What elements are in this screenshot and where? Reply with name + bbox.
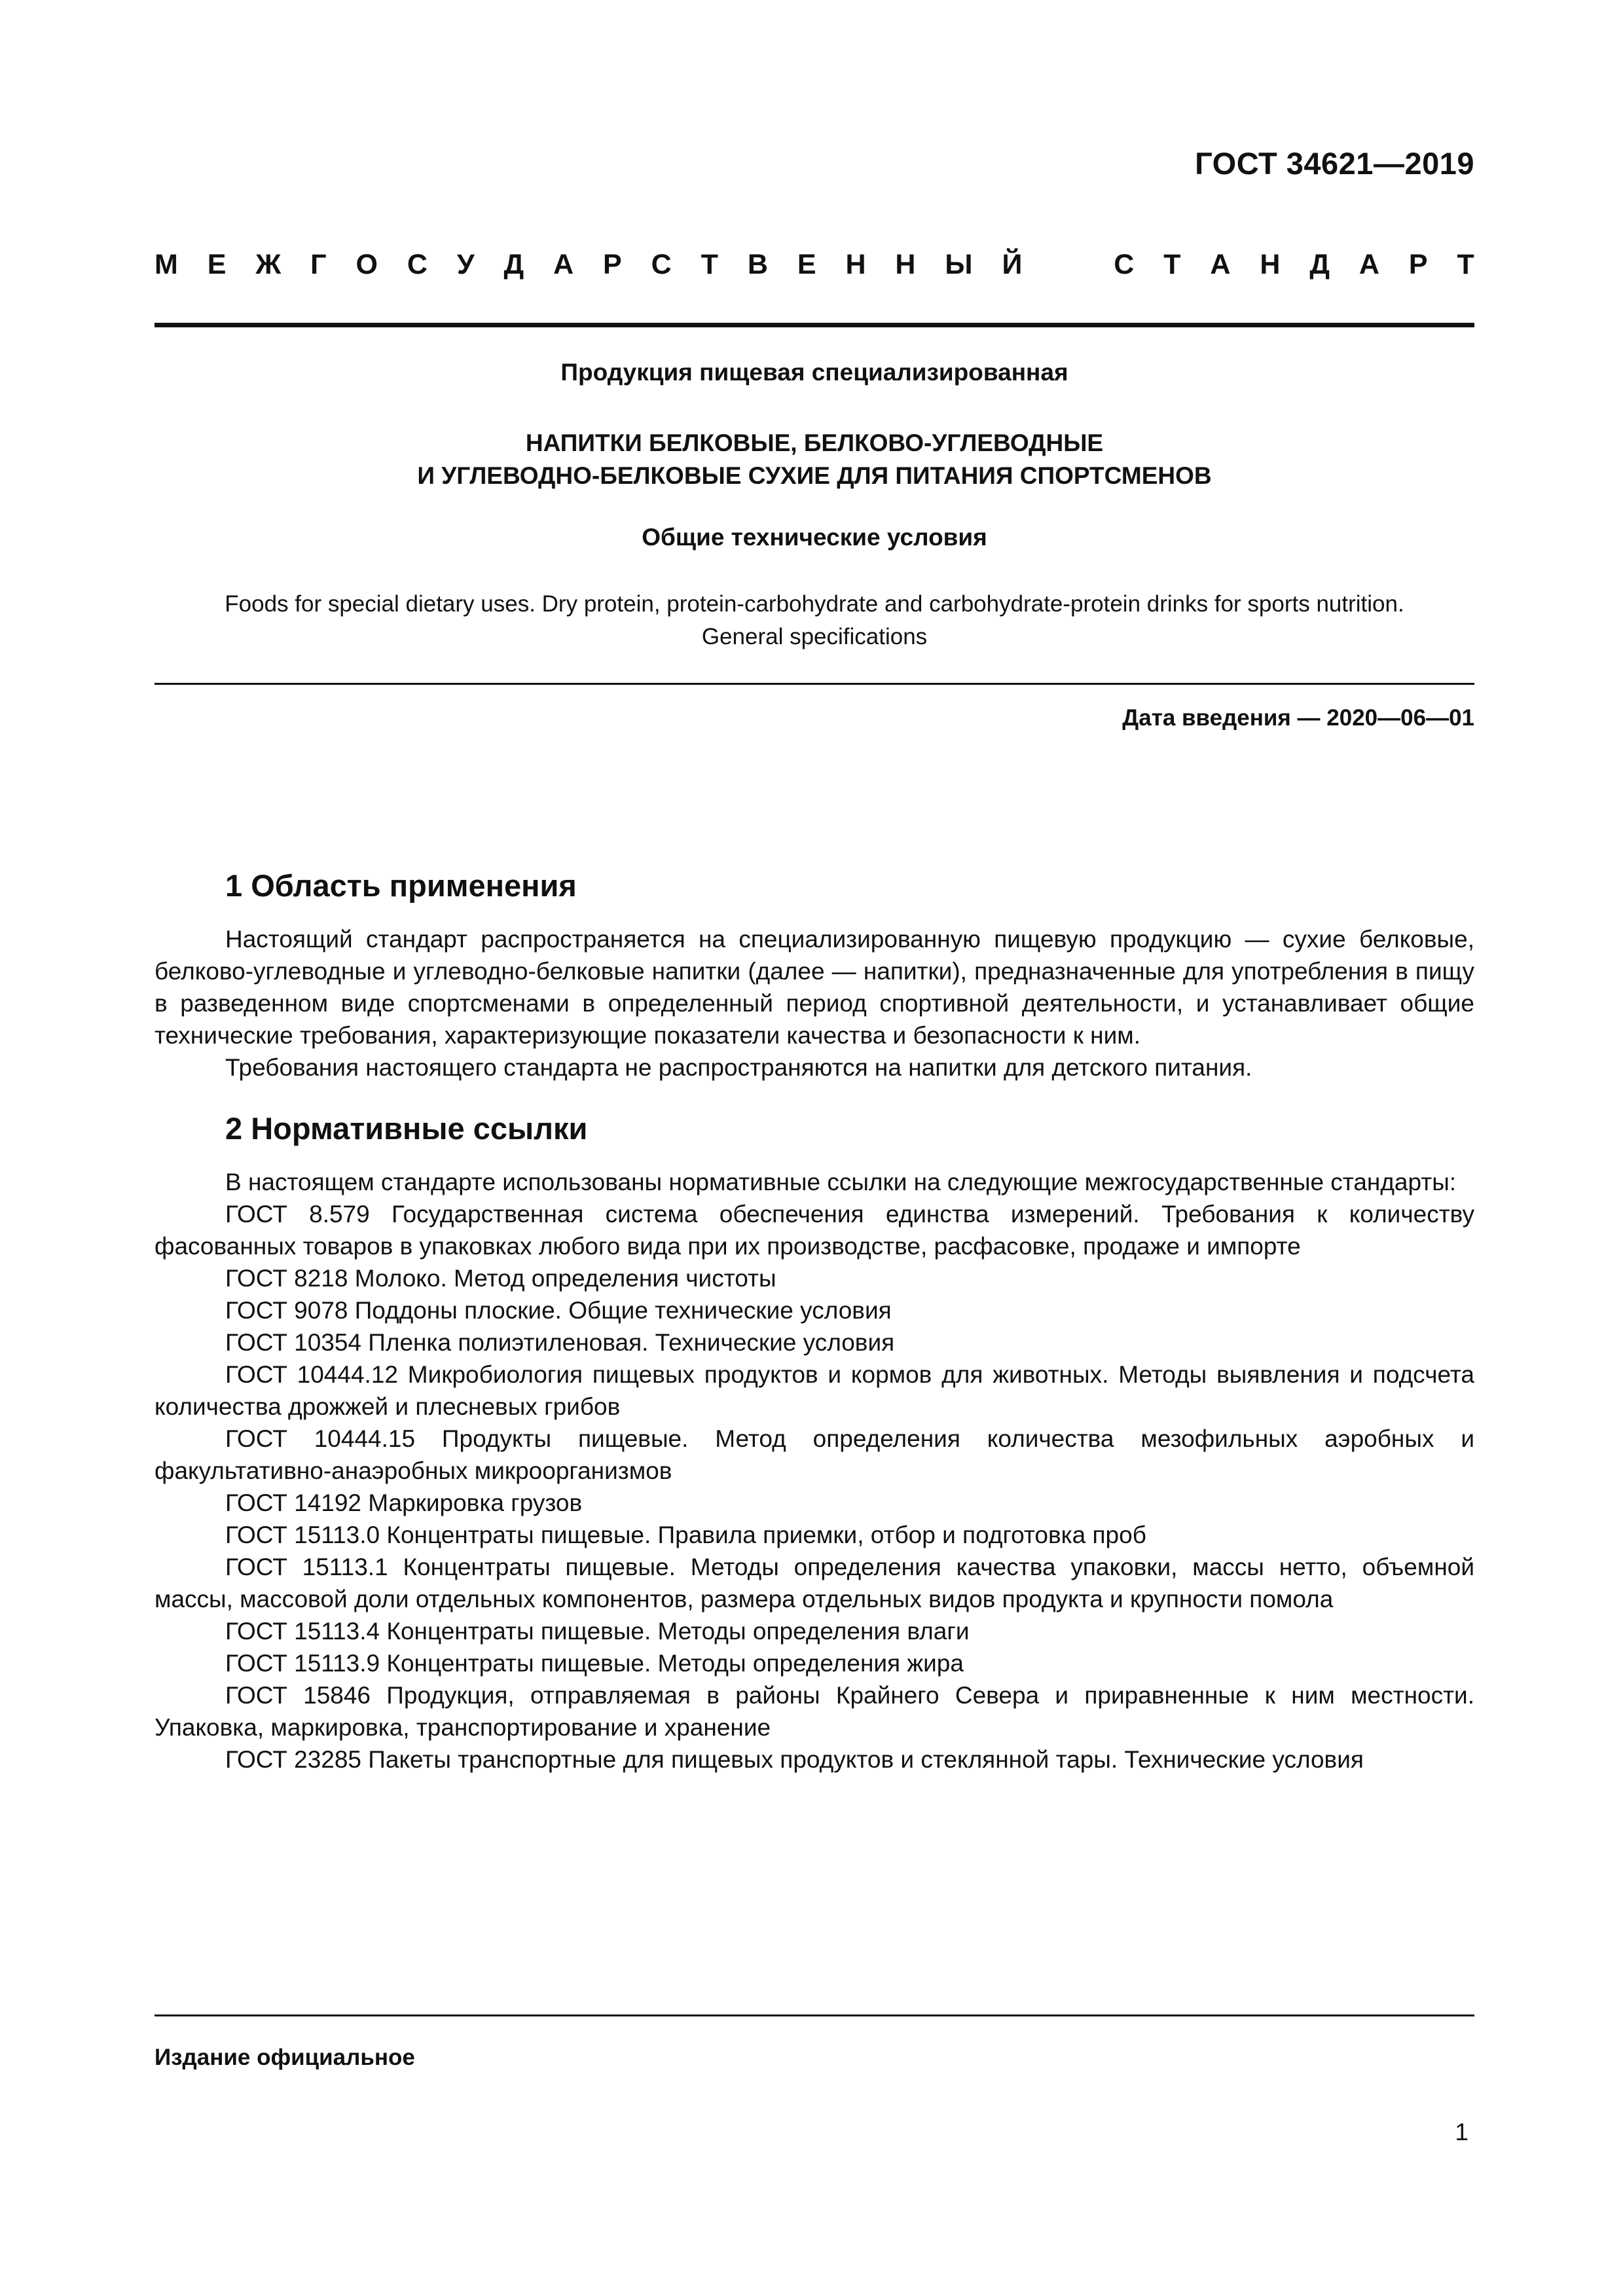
heading-letter: Д [1309, 249, 1330, 280]
heading-letter: Ж [255, 249, 282, 280]
title-line: И УГЛЕВОДНО-БЕЛКОВЫЕ СУХИЕ ДЛЯ ПИТАНИЯ СПОРТСМЕНОВ [417, 462, 1212, 489]
english-title-line: Foods for special dietary uses. Dry protein, protein-carbohydrate and carbohydrate-protein drinks for sports nutrition. [225, 591, 1404, 617]
footer-divider [155, 2014, 1474, 2016]
heading-letter: Е [207, 249, 227, 280]
english-title [155, 588, 1474, 653]
paragraph: Требования настоящего стандарта не распространяются на напитки для детского питания. [225, 1054, 1252, 1081]
heading-letter: Д [503, 249, 524, 280]
document-subtitle: Общие технические условия [642, 524, 987, 551]
heading-letter: Т [701, 249, 718, 280]
heading-letter: Р [1408, 249, 1428, 280]
heading-letter: С [407, 249, 428, 280]
document-body [155, 863, 1474, 1776]
heading-letter: М [155, 249, 178, 280]
heading-letter: Р [603, 249, 622, 280]
paragraph: Настоящий стандарт распространяется на специализированную пищевую продукцию — сухие белковые, белково-углеводные и углеводно-белковые напитки (далее — напитки), предназначенные для употребления в пищу в разведенном виде спортсменами в определенный период спортивной деятельности, и устанавливает общие технические требования, характеризующие показатели качества и безопасности к ним. [155, 926, 1474, 1049]
english-title-line: General specifications [701, 624, 928, 649]
page-number: 1 [1455, 2119, 1468, 2145]
title-divider [155, 683, 1474, 685]
heading-letter: Т [1163, 249, 1181, 280]
heading-letter: С [651, 249, 672, 280]
reference-item: ГОСТ 15113.4 Концентраты пищевые. Методы определения влаги [225, 1618, 970, 1645]
heading-letter: В [747, 249, 768, 280]
heading-letter: Н [1260, 249, 1281, 280]
introduction-date: Дата введения — 2020—06—01 [1122, 705, 1474, 731]
heading-letter: У [456, 249, 475, 280]
reference-item: ГОСТ 15113.9 Концентраты пищевые. Методы определения жира [225, 1650, 964, 1677]
reference-item: ГОСТ 15113.0 Концентраты пищевые. Правила приемки, отбор и подготовка проб [225, 1522, 1146, 1548]
document-title [155, 427, 1474, 492]
reference-item: ГОСТ 8.579 Государственная система обеспечения единства измерений. Требования к количеству фасованных товаров в упаковках любого вида при их производстве, расфасовке, продаже и импорте [155, 1201, 1474, 1260]
reference-item: ГОСТ 8218 Молоко. Метод определения чистоты [225, 1265, 776, 1292]
gost-number: ГОСТ 34621—2019 [1195, 146, 1474, 181]
heading-letter: Г [310, 249, 327, 280]
heading-letter: С [1114, 249, 1135, 280]
heading-letter: А [553, 249, 574, 280]
section-heading: 2 Нормативные ссылки [225, 1111, 588, 1146]
heading-letter: Е [797, 249, 816, 280]
heading-letter: Н [845, 249, 866, 280]
title-line: НАПИТКИ БЕЛКОВЫЕ, БЕЛКОВО-УГЛЕВОДНЫЕ [525, 429, 1104, 456]
reference-item: ГОСТ 10444.15 Продукты пищевые. Метод определения количества мезофильных аэробных и факультативно-анаэробных микроорганизмов [155, 1425, 1474, 1484]
reference-item: ГОСТ 10444.12 Микробиология пищевых продуктов и кормов для животных. Методы выявления и подсчета количества дрожжей и плесневых грибов [155, 1361, 1474, 1420]
reference-item: ГОСТ 14192 Маркировка грузов [225, 1489, 583, 1516]
reference-item: ГОСТ 10354 Пленка полиэтиленовая. Технические условия [225, 1329, 895, 1356]
product-category: Продукция пищевая специализированная [560, 359, 1068, 386]
official-edition-label: Издание официальное [155, 2045, 415, 2070]
heading-letter: Н [895, 249, 916, 280]
header-divider [155, 323, 1474, 327]
heading-word-gap [1051, 249, 1084, 281]
reference-item: ГОСТ 15846 Продукция, отправляемая в районы Крайнего Севера и приравненные к ним местности. Упаковка, маркировка, транспортирование и хранение [155, 1682, 1474, 1741]
heading-letter: Й [1002, 249, 1023, 280]
heading-letter: О [356, 249, 378, 280]
reference-item: ГОСТ 15113.1 Концентраты пищевые. Методы определения качества упаковки, массы нетто, объемной массы, массовой доли отдельных компонентов, размера отдельных видов продукта и крупности помола [155, 1554, 1474, 1613]
reference-item: ГОСТ 9078 Поддоны плоские. Общие технические условия [225, 1297, 892, 1324]
section-heading: 1 Область применения [225, 868, 577, 903]
heading-letter: А [1359, 249, 1379, 280]
heading-letter: Т [1457, 249, 1474, 280]
heading-letter: А [1210, 249, 1231, 280]
interstate-standard-heading [155, 249, 1474, 281]
heading-letter: Ы [945, 249, 973, 280]
paragraph: В настоящем стандарте использованы нормативные ссылки на следующие межгосударственные стандарты: [225, 1169, 1457, 1195]
reference-item: ГОСТ 23285 Пакеты транспортные для пищевых продуктов и стеклянной тары. Технические условия [225, 1746, 1364, 1773]
